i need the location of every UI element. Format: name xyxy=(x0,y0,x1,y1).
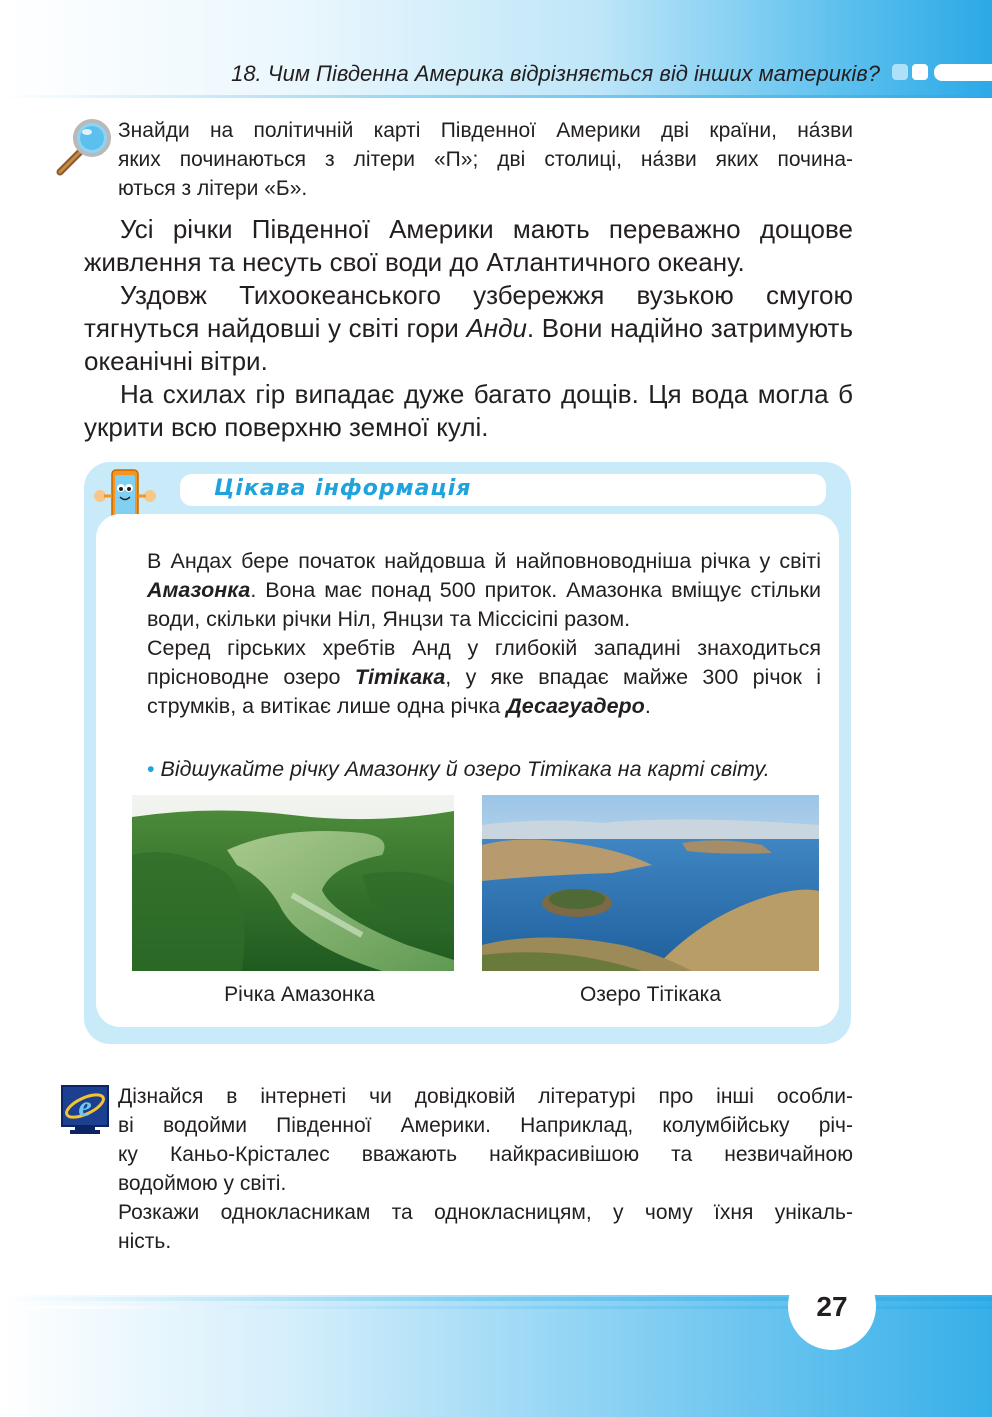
text-span: , у яке впадає майже 300 річок і струмків, а витікає лише одна річка xyxy=(147,665,821,718)
body-paragraph-rivers: Усі річки Південної Америки мають переважно дощове живлення та несуть свої води до Атлантичного океану. xyxy=(84,214,853,277)
text-span: . Вони надійно затримують океанічні вітри. xyxy=(84,313,854,376)
andes-term: Анди xyxy=(466,313,527,343)
header-dot xyxy=(912,64,928,80)
info-text xyxy=(147,547,821,721)
body-paragraph-rain: На схилах гір випадає дуже багато дощів. Ця вода могла б укрити всю поверхню земної кулі. xyxy=(84,379,853,442)
info-paragraph-amazon xyxy=(147,547,821,634)
task-find-on-map xyxy=(118,116,853,203)
magnifier-icon xyxy=(54,116,114,176)
body-paragraph-andes xyxy=(84,279,853,378)
task-line: яких починаються з літери «П»; дві столиці, на́зви яких почина- xyxy=(118,148,853,171)
task-line: Розкажи однокласникам та однокласницям, у чому їхня унікаль- xyxy=(118,1201,853,1224)
task-line: ві водойми Південної Америки. Наприклад, колумбійську річ- xyxy=(118,1114,853,1137)
task-line: водоймою у світі. xyxy=(118,1172,287,1195)
task-line: ку Каньо-Крісталес вважають найкрасивішою та незвичайною xyxy=(118,1143,853,1166)
task-line: ність. xyxy=(118,1230,172,1253)
titicaca-caption: Озеро Тітікака xyxy=(579,983,722,1006)
text-span: Серед гірських хребтів Анд у глибокій западині знаходиться прісноводне озеро xyxy=(147,636,821,689)
amazon-river-photo xyxy=(132,795,454,971)
bullet-icon: • xyxy=(147,757,155,781)
bullet-text: Відшукайте річку Амазонку й озеро Тітікака на карті світу. xyxy=(160,757,770,781)
chapter-title: 18. Чим Південна Америка відрізняється від інших материків? xyxy=(231,61,880,86)
task-line: Дізнайся в інтернеті чи довідковій літературі про інші особли- xyxy=(118,1085,853,1108)
text-span: Уздовж Тихоокеанського узбережжя вузькою смугою тягнуться найдовші у світі гори xyxy=(84,280,853,343)
page-number: 27 xyxy=(816,1291,848,1322)
info-paragraph-titicaca xyxy=(147,634,821,721)
amazon-caption: Річка Амазонка xyxy=(224,983,375,1006)
desaguadero-term: Десагуадеро xyxy=(506,694,645,718)
internet-explorer-icon xyxy=(60,1084,112,1136)
titicaca-lake-photo xyxy=(482,795,819,971)
task-line: ються з літери «Б». xyxy=(118,177,308,200)
header-dot xyxy=(892,64,908,80)
text-span: . Вона має понад 500 приток. Амазонка вміщує стільки води, скільки річки Ніл, Янцзи та Міссісіпі разом. xyxy=(147,578,821,631)
header-divider xyxy=(0,95,992,98)
text-span: . xyxy=(644,694,651,718)
info-title: Цікава інформація xyxy=(214,476,472,501)
task-internet xyxy=(118,1082,853,1256)
header-pill xyxy=(934,64,992,81)
info-bullet xyxy=(147,757,770,782)
amazon-term: Амазонка xyxy=(147,578,251,602)
svg-text:e: e xyxy=(78,1090,92,1123)
titicaca-term: Тітікака xyxy=(354,665,446,689)
task-line: Знайди на політичній карті Південної Америки дві країни, на́зви xyxy=(118,119,853,142)
text-span: В Андах бере початок найдовша й найповноводніша річка у світі xyxy=(147,549,821,573)
body-text xyxy=(84,213,853,444)
